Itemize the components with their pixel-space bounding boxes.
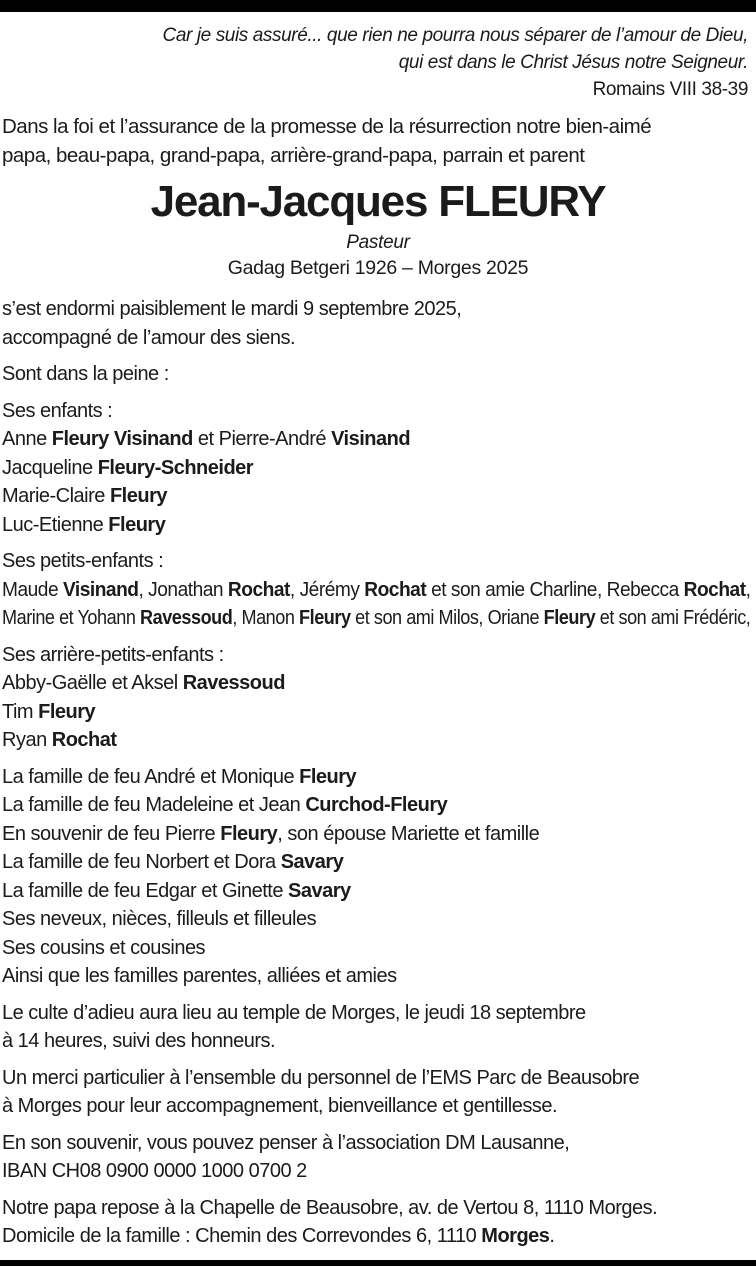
text-line: Sont dans la peine :: [2, 363, 169, 385]
text-line: En son souvenir, vous pouvez penser à l’association DM Lausanne,: [2, 1131, 570, 1154]
text-line: à Morges pour leur accompagnement, bienveillance et gentillesse.: [2, 1095, 558, 1117]
text-line: IBAN CH08 0900 0000 1000 0700 2: [2, 1160, 307, 1182]
paragraph-passing-announcement: [2, 295, 752, 352]
paragraph-thanks: [2, 1064, 752, 1121]
text-line: Ses neveux, nièces, filleuls et filleules: [2, 908, 317, 930]
intro-line-1: Dans la foi et l’assurance de la promesse de la résurrection notre bien-aimé: [2, 115, 652, 138]
text-line: Ryan Rochat: [2, 729, 117, 751]
text-line: Maude Visinand, Jonathan Rochat, Jérémy Rochat et son amie Charline, Rebecca Rochat,: [2, 578, 751, 601]
text-line: Marie-Claire Fleury: [2, 485, 167, 507]
quote-line-1: Car je suis assuré... que rien ne pourra nous séparer de l’amour de Dieu,: [162, 25, 748, 46]
text-line: Abby-Gaëlle et Aksel Ravessoud: [2, 672, 285, 694]
text-line: La famille de feu Norbert et Dora Savary: [2, 851, 344, 873]
text-line: En souvenir de feu Pierre Fleury, son épouse Mariette et famille: [2, 822, 540, 845]
deceased-block: [0, 177, 756, 281]
text-line: s’est endormi paisiblement le mardi 9 septembre 2025,: [2, 298, 462, 320]
deceased-name: Jean-Jacques FLEURY: [150, 177, 606, 226]
top-border-bar: [0, 0, 756, 12]
paragraph-extended-family: [2, 763, 752, 991]
text-line: Ainsi que les familles parentes, alliées et amies: [2, 965, 397, 987]
paragraph-great-grandchildren: [2, 641, 752, 755]
bottom-border-bar: [0, 1260, 756, 1266]
paragraph-grandchildren: [2, 547, 752, 633]
text-line: Un merci particulier à l’ensemble du personnel de l’EMS Parc de Beausobre: [2, 1066, 640, 1089]
text-line: accompagné de l’amour des siens.: [2, 326, 296, 349]
text-line: Ses arrière-petits-enfants :: [2, 643, 224, 666]
intro-text: [0, 112, 756, 170]
quote-line-2: qui est dans le Christ Jésus notre Seigneur.: [398, 52, 748, 73]
paragraph-children: [2, 397, 752, 540]
text-line: Le culte d’adieu aura lieu au temple de Morges, le jeudi 18 septembre: [2, 1001, 586, 1024]
text-line: Marine et Yohann Ravessoud, Manon Fleury et son ami Milos, Oriane Fleury et son ami Frédéric,: [2, 607, 751, 629]
text-line: Notre papa repose à la Chapelle de Beausobre, av. de Vertou 8, 1110 Morges.: [2, 1196, 658, 1219]
text-line: Jacqueline Fleury-Schneider: [2, 456, 254, 479]
text-line: Domicile de la famille : Chemin des Correvondes 6, 1110 Morges.: [2, 1225, 555, 1247]
text-line: La famille de feu Edgar et Ginette Savary: [2, 879, 351, 902]
quote-reference: Romains VIII 38-39: [592, 79, 748, 100]
deceased-lifespan: Gadag Betgeri 1926 – Morges 2025: [227, 257, 529, 279]
text-line: Anne Fleury Visinand et Pierre-André Visinand: [2, 428, 411, 450]
text-line: Ses enfants :: [2, 399, 113, 422]
paragraph-resting-place: [2, 1194, 752, 1251]
text-line: La famille de feu André et Monique Fleury: [2, 765, 357, 788]
body-paragraphs: [0, 295, 756, 1251]
text-line: Ses petits-enfants :: [2, 550, 164, 572]
obituary-content: [0, 12, 756, 1251]
text-line: à 14 heures, suivi des honneurs.: [2, 1030, 276, 1052]
text-line: Tim Fleury: [2, 700, 96, 723]
paragraph-mourners-intro: [2, 360, 752, 389]
text-line: Luc-Etienne Fleury: [2, 513, 166, 536]
bible-quote: [0, 22, 756, 103]
text-line: Ses cousins et cousines: [2, 936, 206, 959]
intro-line-2: papa, beau-papa, grand-papa, arrière-grand-papa, parrain et parent: [2, 144, 585, 167]
text-line: La famille de feu Madeleine et Jean Curchod-Fleury: [2, 794, 448, 816]
paragraph-funeral-service: [2, 999, 752, 1056]
paragraph-donations: [2, 1129, 752, 1186]
deceased-title: Pasteur: [346, 232, 410, 253]
